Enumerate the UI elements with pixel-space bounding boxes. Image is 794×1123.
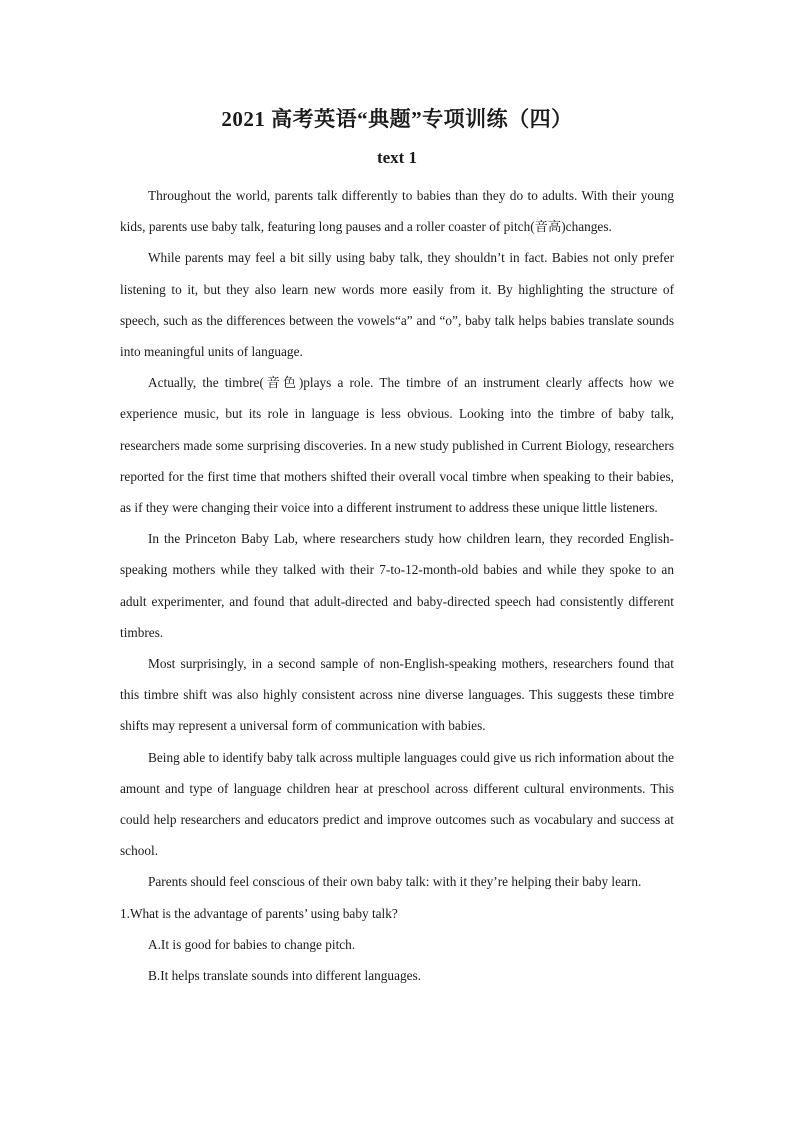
question-1-option-a: A.It is good for babies to change pitch. xyxy=(148,936,356,952)
section-subtitle: text 1 xyxy=(376,148,418,167)
paragraph-6: Being able to identify baby talk across multiple languages could give us rich information about the amount and type of language children hear at preschool across different cultural environments. This could help researchers and educators predict and improve outcomes such as vocabulary and success at school. xyxy=(120,749,674,859)
paragraph-3: Actually, the timbre(音色)plays a role. The timbre of an instrument clearly affects how we experience music, but its role in language is less obvious. Looking into the timbre of baby talk, researchers made some surprising discoveries. In a new study published in Current Biology, researchers reported for the first time that mothers shifted their overall vocal timbre when speaking to their babies, as if they were changing their voice into a different instrument to address these unique little listeners. xyxy=(120,375,674,516)
passage-body xyxy=(120,180,674,991)
page-title: 2021 高考英语“典题”专项训练（四） xyxy=(221,107,573,131)
paragraph-2: While parents may feel a bit silly using baby talk, they shouldn’t in fact. Babies not only prefer listening to it, but they also learn new words more easily from it. By highlighting the structure of speech, such as the differences between the vowels“a” and “o”, baby talk helps babies translate sounds into meaningful units of language. xyxy=(120,250,674,360)
question-1-option-b: B.It helps translate sounds into different languages. xyxy=(148,968,422,984)
paragraph-4: In the Princeton Baby Lab, where researchers study how children learn, they recorded English-speaking mothers while they talked with their 7-to-12-month-old babies and while they spoke to an adult experimenter, and found that adult-directed and baby-directed speech had consistently different timbres. xyxy=(120,531,674,640)
paragraph-5: Most surprisingly, in a second sample of non-English-speaking mothers, researchers found that this timbre shift was also highly consistent across nine diverse languages. This suggests these timbre shifts may represent a universal form of communication with babies. xyxy=(120,656,674,734)
paragraph-7: Parents should feel conscious of their own baby talk: with it they’re helping their baby learn. xyxy=(148,874,642,890)
question-1: 1.What is the advantage of parents’ using baby talk? xyxy=(120,905,398,921)
paragraph-1: Throughout the world, parents talk differently to babies than they do to adults. With their young kids, parents use baby talk, featuring long pauses and a roller coaster of pitch(音高)changes. xyxy=(120,188,674,235)
